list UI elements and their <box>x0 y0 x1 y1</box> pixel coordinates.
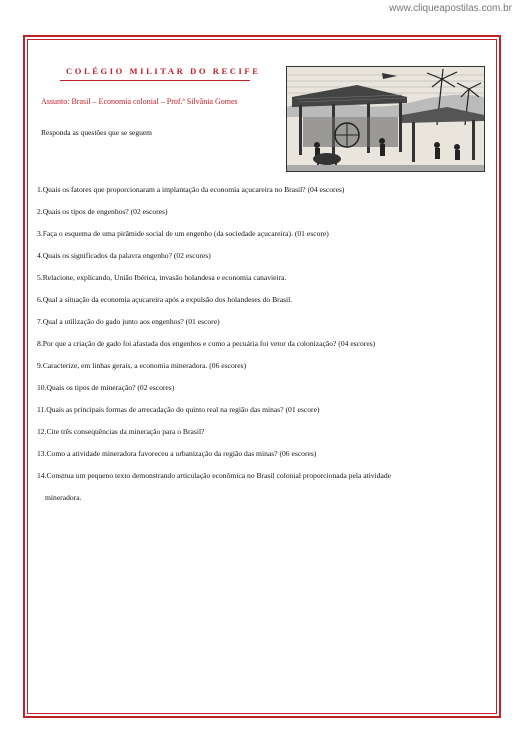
question-item: 6.Qual a situação da economia açucareira após a expulsão dos holandeses do Brasil. <box>37 295 293 304</box>
question-item: 12.Cite três consequências da mineração para o Brasil? <box>37 427 205 436</box>
question-14-line-1: 14.Construa um pequeno texto demonstrando articulação econômica no Brasil colonial proporcionada pela atividade <box>37 471 392 480</box>
question-list <box>37 184 497 504</box>
question-item-14 <box>37 470 497 504</box>
school-name: COLÉGIO MILITAR DO RECIFE <box>66 66 261 76</box>
sugar-mill-engraving <box>286 66 485 172</box>
question-item: 4.Quais os significados da palavra engenho? (02 escores) <box>37 251 211 260</box>
instructions: Responda as questões que se seguem <box>41 128 153 137</box>
question-item: 7.Qual a utilização do gado junto aos engenhos? (01 escore) <box>37 317 220 326</box>
engraving-drawing <box>287 67 484 171</box>
question-item: 5.Relacione, explicando, União Ibérica, invasão holandesa e economia canavieira. <box>37 273 287 282</box>
question-item: 10.Quais os tipos de mineração? (02 escores) <box>37 383 175 392</box>
subject-line: Assunto: Brasil – Economia colonial – Prof.ª Silvânia Gomes <box>41 97 238 106</box>
site-watermark: www.cliqueapostilas.com.br <box>389 3 512 14</box>
question-item: 8.Por que a criação de gado foi afastada dos engenhos e como a pecuária foi vetor da colonização? (04 escores) <box>37 339 376 348</box>
question-item: 13.Como a atividade mineradora favoreceu a urbanização da região das minas? (06 escores) <box>37 449 317 458</box>
question-item: 9.Caracterize, em linhas gerais, a economia mineradora. (06 escores) <box>37 361 247 370</box>
question-item: 3.Faça o esquema de uma pirâmide social de um engenho (da sociedade açucareira). (01 escore) <box>37 229 329 238</box>
question-item: 11.Quais as principais formas de arrecadação do quinto real na região das minas? (01 escore) <box>37 405 320 414</box>
title-underline <box>60 80 250 81</box>
question-item: 2.Quais os tipos de engenhos? (02 escores) <box>37 207 168 216</box>
question-item: 1.Quais os fatores que proporcionaram a implantação da economia açucareira no Brasil? (04 escores) <box>37 185 345 194</box>
question-14-line-2: mineradora. <box>45 493 82 502</box>
